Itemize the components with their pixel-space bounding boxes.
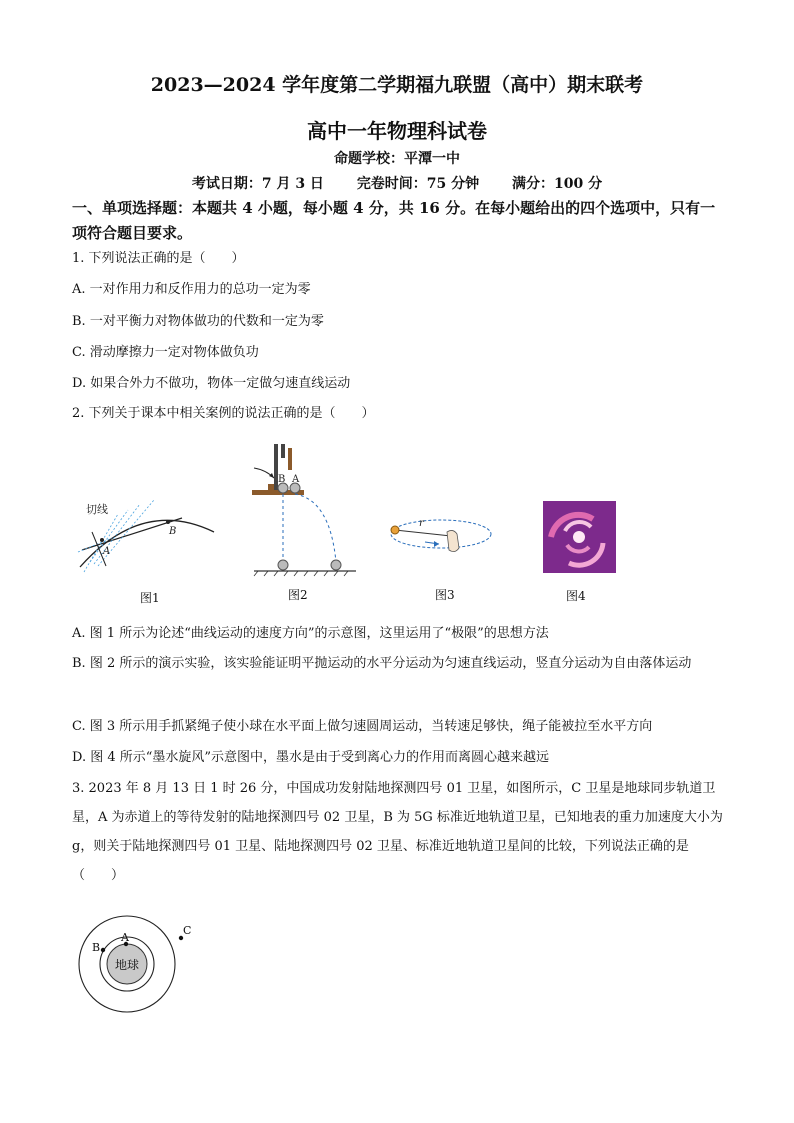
earth-label: 地球 xyxy=(115,958,140,972)
q1-option-d: D. 如果合外力不做功，物体一定做匀速直线运动 xyxy=(72,376,351,391)
figure-1-tangent-diagram xyxy=(72,492,220,582)
figure-3-circular-motion xyxy=(385,508,495,568)
fig2-label-a: A xyxy=(292,474,300,485)
q1-option-b: B. 一对平衡力对物体做功的代数和一定为零 xyxy=(72,314,324,329)
exam-subtitle: 高中一年物理科试卷 xyxy=(307,119,487,143)
exam-score: 满分：100 分 xyxy=(512,176,603,192)
setter-school: 命题学校：平潭一中 xyxy=(334,151,460,167)
q2-stem: 2. 下列关于课本中相关案例的说法正确的是（ ） xyxy=(72,406,375,421)
fig1-point-a: A xyxy=(103,546,111,557)
figure-2-caption: 图2 xyxy=(288,588,308,602)
q2-option-a: A. 图 1 所示为论述“曲线运动的速度方向”的示意图，这里运用了“极限”的思想方法 xyxy=(72,626,549,641)
figure-4-ink-vortex xyxy=(543,501,616,573)
exam-title: 2023—2024 学年度第二学期福九联盟（高中）期末联考 xyxy=(150,74,644,96)
q2-option-d: D. 图 4 所示“墨水旋风”示意图中，墨水是由于受到离心力的作用而离圆心越来越远 xyxy=(72,750,550,765)
figure-4-caption: 图4 xyxy=(566,589,586,603)
q3-stem: 3. 2023 年 8 月 13 日 1 时 26 分，中国成功发射陆地探测四号 01 卫星，如图所示，C 卫星是地球同步轨道卫星，A 为赤道上的等待发射的陆地探测四号 02 卫星，B 为 5G 标准近地轨道卫星，已知地表的重力加速度大小为 g，则关于陆地探测四号 01 卫星、陆地探测四号 02 卫星、标准近地轨道卫星间的比较，下列说法正确的是（ ） xyxy=(72,781,723,883)
exam-meta xyxy=(0,173,794,193)
figure-2-projectile-apparatus xyxy=(250,440,360,580)
section-heading: 一、单项选择题：本题共 4 小题，每小题 4 分，共 16 分。在每小题给出的四个选项中，只有一项符合题目要求。 xyxy=(72,199,716,242)
fig1-point-b: B xyxy=(169,526,177,537)
q1-option-c: C. 滑动摩擦力一定对物体做负功 xyxy=(72,345,259,360)
satellite-c-label: C xyxy=(183,924,192,937)
figure-3-caption: 图3 xyxy=(435,588,455,602)
figure-satellite-orbits xyxy=(72,914,198,1014)
q2-option-c: C. 图 3 所示用手抓紧绳子使小球在水平面上做匀速圆周运动，当转速足够快，绳子能被拉至水平方向 xyxy=(72,719,653,734)
satellite-a-label: A xyxy=(121,931,129,944)
fig2-label-b: B xyxy=(278,474,286,485)
fig3-radius-label: r xyxy=(419,518,424,529)
fig1-tangent-label: 切线 xyxy=(86,503,108,516)
q1-stem: 1. 下列说法正确的是（ ） xyxy=(72,251,245,266)
satellite-b-label: B xyxy=(92,941,101,954)
exam-duration: 完卷时间：75 分钟 xyxy=(356,176,480,192)
q1-option-a: A. 一对作用力和反作用力的总功一定为零 xyxy=(72,282,311,297)
figure-1-caption: 图1 xyxy=(140,591,160,605)
q2-option-b: B. 图 2 所示的演示实验，该实验能证明平抛运动的水平分运动为匀速直线运动，竖直分运动为自由落体运动 xyxy=(72,656,692,671)
exam-date: 考试日期：7 月 3 日 xyxy=(191,176,324,192)
